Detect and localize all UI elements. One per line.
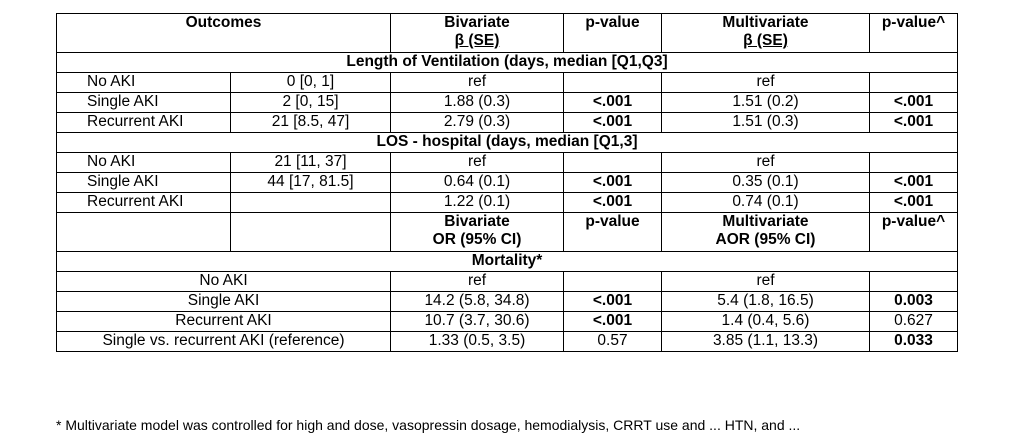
table-row — [57, 272, 958, 292]
multivariate-cell: 1.4 (0.4, 5.6) — [662, 312, 870, 332]
pvalue-cell: <.001 — [564, 173, 662, 193]
table-row — [57, 93, 958, 113]
bivariate-or-header: Bivariate OR (95% CI) — [391, 213, 564, 252]
bivariate-header: Bivariate β (SE) — [391, 14, 564, 53]
pvalue-hat-cell: 0.033 — [870, 332, 958, 352]
bivariate-cell: 14.2 (5.8, 34.8) — [391, 292, 564, 312]
bivariate-cell: 1.88 (0.3) — [391, 93, 564, 113]
bivariate-cell: 2.79 (0.3) — [391, 113, 564, 133]
multivariate-cell: ref — [662, 272, 870, 292]
pvalue-hat-cell: <.001 — [870, 93, 958, 113]
row-label: Single AKI — [57, 173, 231, 193]
pvalue-cell — [564, 153, 662, 173]
pvalue-hat-cell: 0.627 — [870, 312, 958, 332]
section-mortality: Mortality* — [57, 252, 958, 272]
median-cell — [231, 193, 391, 213]
row-label: Single AKI — [57, 292, 391, 312]
header-row-2 — [57, 213, 958, 252]
table-row — [57, 173, 958, 193]
table-row — [57, 153, 958, 173]
table-row — [57, 332, 958, 352]
pvalue-hat-cell — [870, 272, 958, 292]
empty-cell — [57, 213, 231, 252]
section-los: LOS - hospital (days, median [Q1,3] — [57, 133, 958, 153]
pvalue-cell: <.001 — [564, 93, 662, 113]
bivariate-cell: 10.7 (3.7, 30.6) — [391, 312, 564, 332]
multivariate-cell: 0.74 (0.1) — [662, 193, 870, 213]
row-label: No AKI — [57, 272, 391, 292]
pvalue-hat-cell: <.001 — [870, 113, 958, 133]
multivariate-cell: 1.51 (0.2) — [662, 93, 870, 113]
table-row — [57, 73, 958, 93]
multivariate-cell: 5.4 (1.8, 16.5) — [662, 292, 870, 312]
pvalue-cell: <.001 — [564, 193, 662, 213]
multivariate-aor-header: Multivariate AOR (95% CI) — [662, 213, 870, 252]
pvalue-cell: <.001 — [564, 113, 662, 133]
section-ventilation: Length of Ventilation (days, median [Q1,Q3] — [57, 53, 958, 73]
bivariate-cell: 1.33 (0.5, 3.5) — [391, 332, 564, 352]
pvalue-hat-cell: 0.003 — [870, 292, 958, 312]
table-row — [57, 292, 958, 312]
pvalue-cell: 0.57 — [564, 332, 662, 352]
row-label: No AKI — [57, 153, 231, 173]
table-row — [57, 193, 958, 213]
pvalue-hat-header: p-value^ — [870, 213, 958, 252]
median-cell: 21 [11, 37] — [231, 153, 391, 173]
pvalue-header: p-value — [564, 213, 662, 252]
empty-cell — [231, 213, 391, 252]
outcomes-header: Outcomes — [57, 14, 391, 53]
results-table — [56, 13, 958, 352]
multivariate-cell: ref — [662, 73, 870, 93]
multivariate-cell: 0.35 (0.1) — [662, 173, 870, 193]
median-cell: 44 [17, 81.5] — [231, 173, 391, 193]
row-label: No AKI — [57, 73, 231, 93]
median-cell: 0 [0, 1] — [231, 73, 391, 93]
pvalue-hat-cell — [870, 153, 958, 173]
pvalue-cell — [564, 73, 662, 93]
table-row — [57, 312, 958, 332]
pvalue-cell: <.001 — [564, 292, 662, 312]
pvalue-hat-cell: <.001 — [870, 173, 958, 193]
pvalue-hat-cell — [870, 73, 958, 93]
footnote: * Multivariate model was controlled for high and dose, vasopressin dosage, hemodialysis, CRRT use and ... HTN, and ... — [56, 417, 801, 433]
median-cell: 2 [0, 15] — [231, 93, 391, 113]
multivariate-cell: 1.51 (0.3) — [662, 113, 870, 133]
bivariate-cell: 1.22 (0.1) — [391, 193, 564, 213]
header-row — [57, 14, 958, 53]
multivariate-cell: ref — [662, 153, 870, 173]
row-label: Recurrent AKI — [57, 113, 231, 133]
median-cell: 21 [8.5, 47] — [231, 113, 391, 133]
row-label: Recurrent AKI — [57, 312, 391, 332]
pvalue-cell — [564, 272, 662, 292]
row-label: Single AKI — [57, 93, 231, 113]
row-label: Single vs. recurrent AKI (reference) — [57, 332, 391, 352]
pvalue-hat-cell: <.001 — [870, 193, 958, 213]
bivariate-cell: ref — [391, 73, 564, 93]
multivariate-header: Multivariate β (SE) — [662, 14, 870, 53]
pvalue-hat-header: p-value^ — [870, 14, 958, 53]
bivariate-cell: ref — [391, 153, 564, 173]
row-label: Recurrent AKI — [57, 193, 231, 213]
pvalue-header: p-value — [564, 14, 662, 53]
multivariate-cell: 3.85 (1.1, 13.3) — [662, 332, 870, 352]
table-row — [57, 113, 958, 133]
bivariate-cell: 0.64 (0.1) — [391, 173, 564, 193]
pvalue-cell: <.001 — [564, 312, 662, 332]
bivariate-cell: ref — [391, 272, 564, 292]
